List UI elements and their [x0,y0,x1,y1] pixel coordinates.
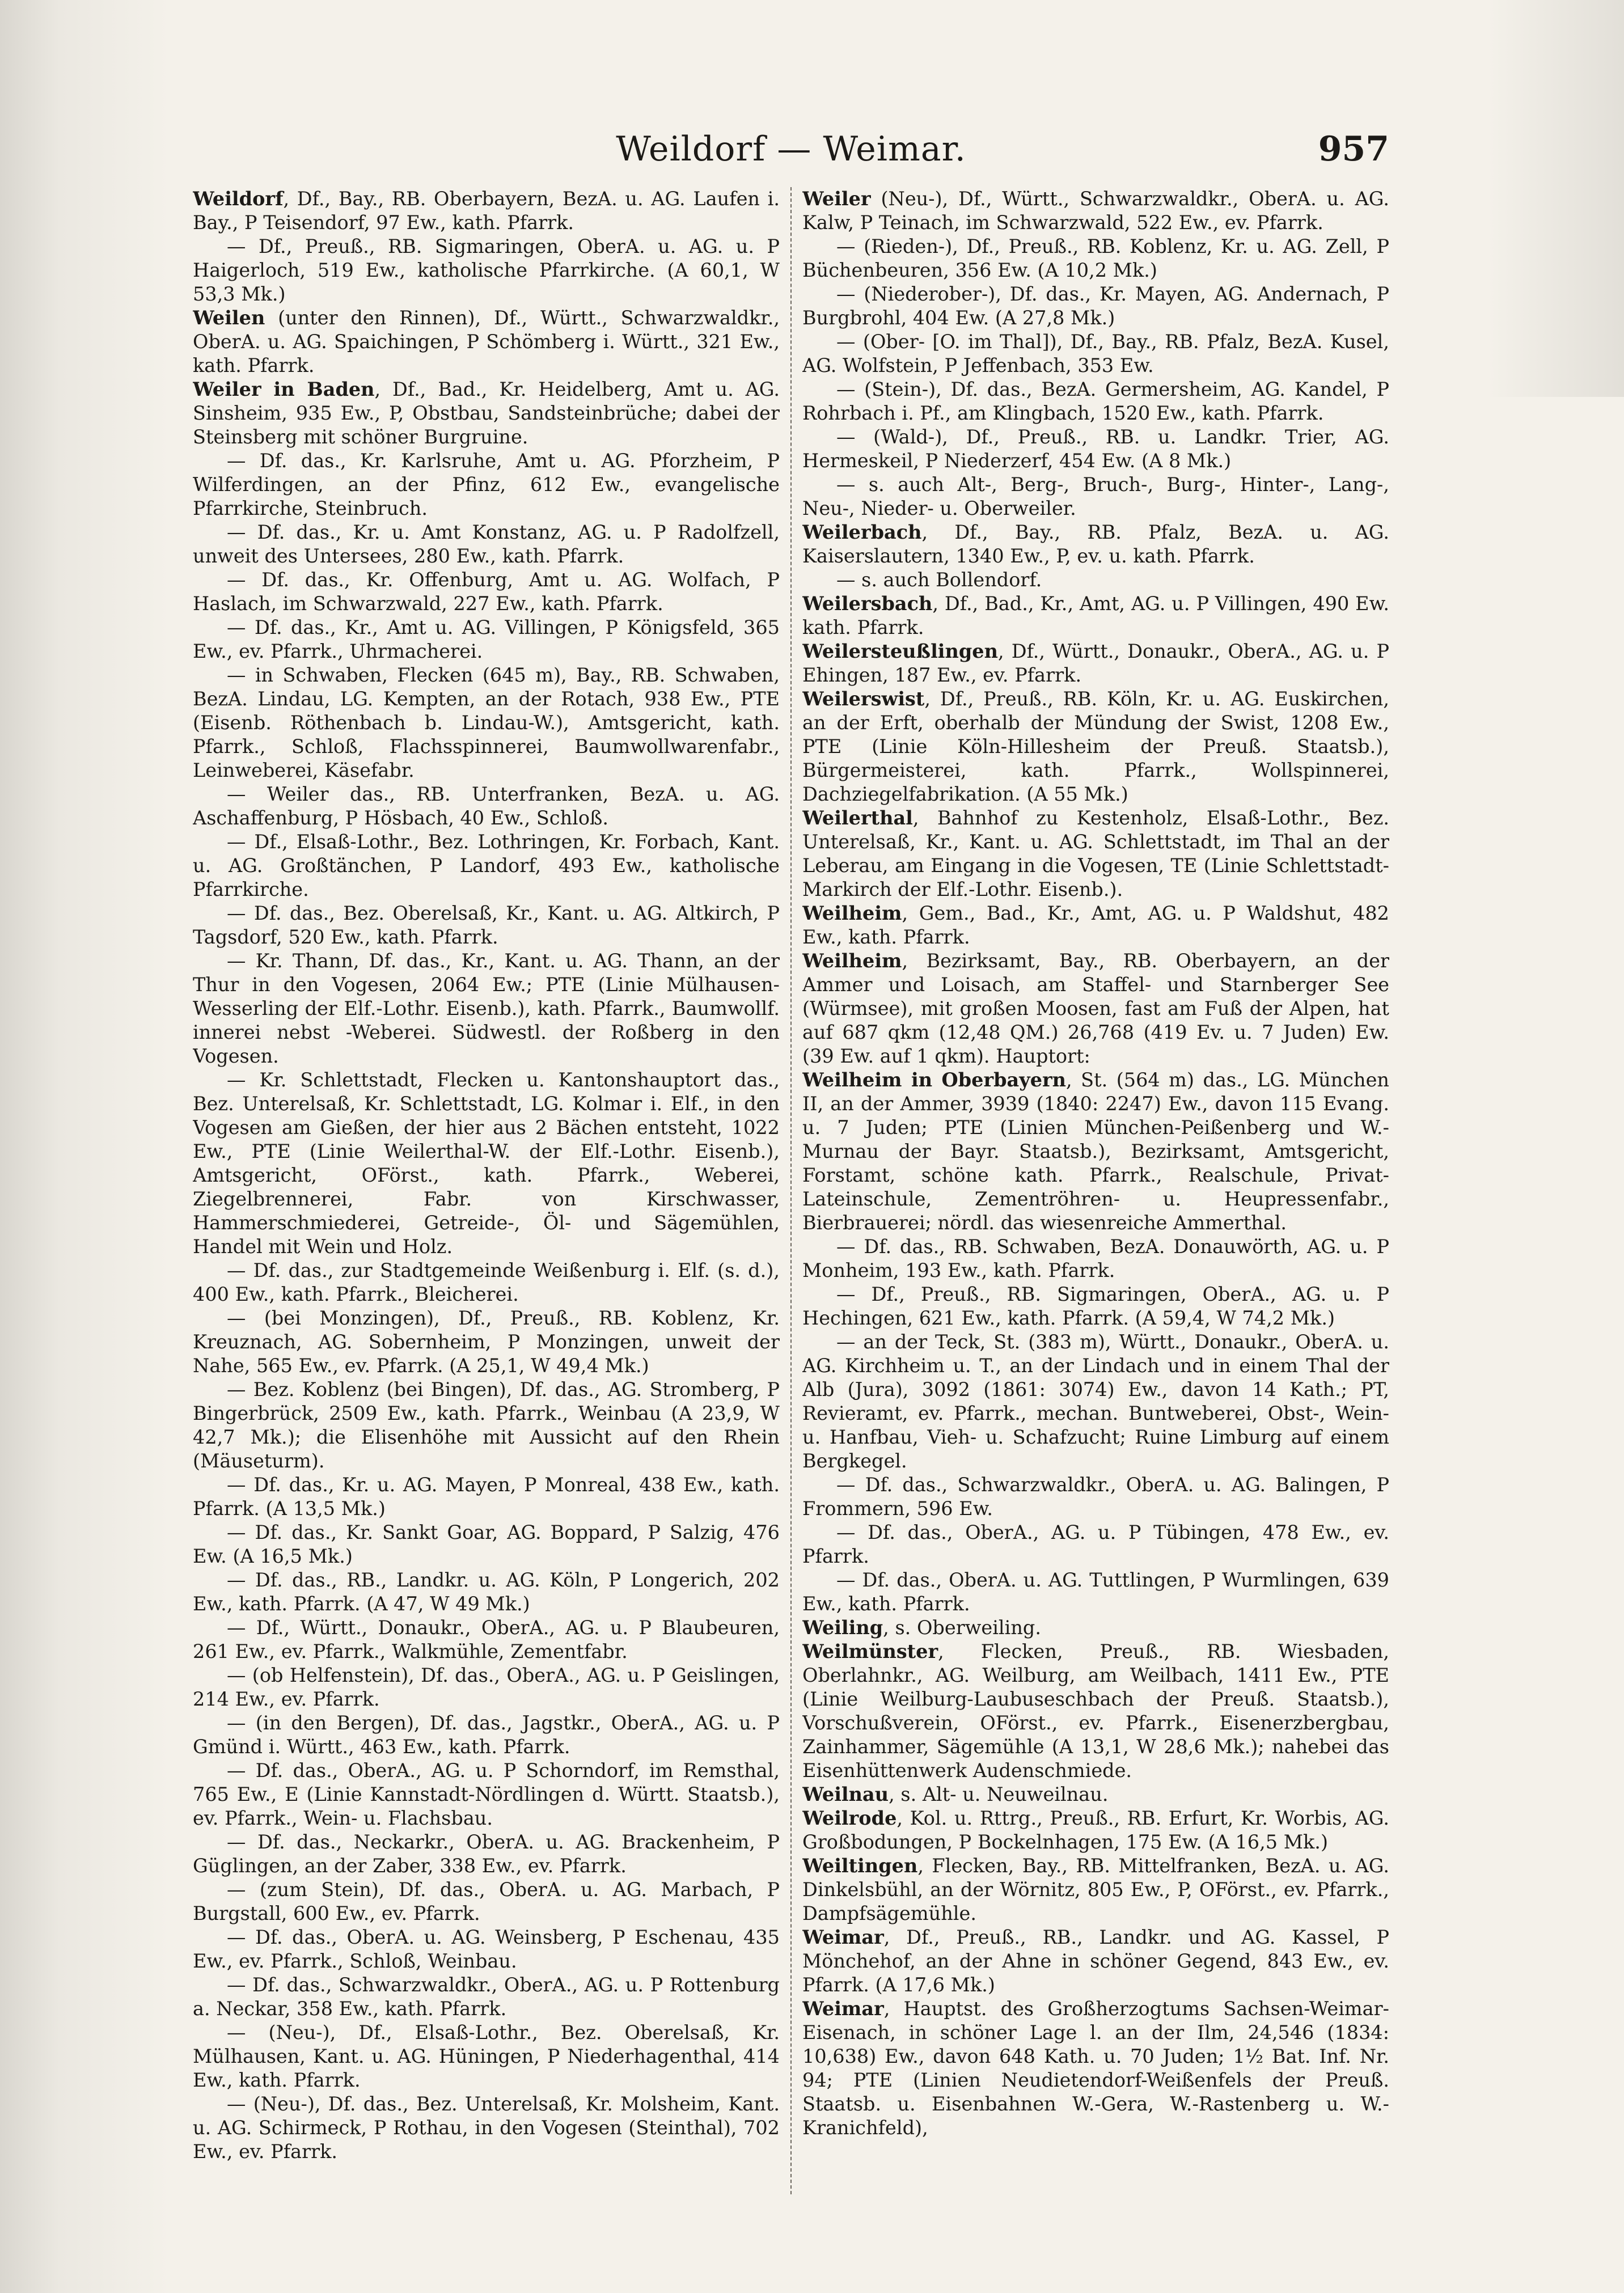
entry-text: — (zum Stein), Df. das., OberA. u. AG. Marbach, P Burgstall, 600 Ew., ev. Pfarrk. [193,1879,780,1924]
dictionary-entry [802,1521,1389,1568]
dictionary-entry [193,1616,780,1664]
entry-headword: Weilrode [802,1807,897,1829]
entry-text: , Flecken, Bay., RB. Mittelfranken, BezA. u. AG. Dinkelsbühl, an der Wörnitz, 805 Ew., P, OFörst., ev. Pfarrk., Dampfsägemühle. [802,1855,1389,1924]
dictionary-entry [193,1926,780,1973]
entry-headword: Weiltingen [802,1855,918,1877]
entry-text: , s. Oberweiling. [883,1617,1042,1639]
entry-text: — Df., Preuß., RB. Sigmaringen, OberA., AG. u. P Hechingen, 621 Ew., kath. Pfarrk. (A 59,4, W 74,2 Mk.) [802,1283,1389,1329]
dictionary-entry [193,902,780,949]
entry-headword: Weiling [802,1617,883,1639]
entry-text: , Hauptst. des Großherzogtums Sachsen-Weimar-Eisenach, in schöner Lage l. an der Ilm, 24,546 (1834: 10,638) Ew., davon 648 Kath. u. 70 Juden; 1½ Bat. Inf. Nr. 94; PTE (Linien Neudietendorf-Weißenfels der Preuß. Staatsb. u. Eisenbahnen W.-Gera, W.-Rastenberg u. W.-Kranichfeld), [802,1998,1389,2139]
dictionary-entry [193,1759,780,1830]
entry-headword: Weilmünster [802,1640,938,1662]
entry-text: — Df. das., Neckarkr., OberA. u. AG. Brackenheim, P Güglingen, an der Zaber, 338 Ew., ev. Pfarrk. [193,1831,780,1877]
dictionary-entry [193,1306,780,1378]
entry-text: , Df., Bay., RB. Oberbayern, BezA. u. AG. Laufen i. Bay., P Teisendorf, 97 Ew., kath. Pfarrk. [193,188,780,234]
dictionary-entry [193,568,780,616]
entry-text: , Bezirksamt, Bay., RB. Oberbayern, an der Ammer und Loisach, am Staffel- und Starnberger See (Würmsee), mit großen Moosen, fast am Fuß der Alpen, hat auf 687 qkm (12,48 QM.) 26,768 (419 Ev. u. 7 Juden) Ew. (39 Ew. auf 1 qkm). Hauptort: [802,950,1389,1067]
dictionary-entry [802,1616,1389,1640]
entry-headword: Weiler [802,188,871,210]
dictionary-entry [802,1330,1389,1473]
dictionary-entry [193,1664,780,1711]
entry-text: — Df. das., RB. Schwaben, BezA. Donauwörth, AG. u. P Monheim, 193 Ew., kath. Pfarrk. [802,1236,1389,1281]
entry-text: , Df., Württ., Donaukr., OberA., AG. u. P Ehingen, 187 Ew., ev. Pfarrk. [802,640,1389,686]
entry-text: — (Wald-), Df., Preuß., RB. u. Landkr. Trier, AG. Hermeskeil, P Niederzerf, 454 Ew. (A 8 Mk.) [802,426,1389,472]
entry-headword: Weilersbach [802,593,933,615]
entry-text: — Df. das., Kr. u. Amt Konstanz, AG. u. P Radolfzell, unweit des Untersees, 280 Ew., kath. Pfarrk. [193,521,780,567]
dictionary-entry [802,1783,1389,1807]
left-column [193,187,780,2228]
entry-text: — Df. das., Kr. Karlsruhe, Amt u. AG. Pforzheim, P Wilferdingen, an der Pfinz, 612 Ew., evangelische Pfarrkirche, Steinbruch. [193,450,780,519]
entry-text: , s. Alt- u. Neuweilnau. [889,1783,1109,1805]
entry-headword: Weimar [802,1926,884,1948]
entry-headword: Weilersteußlingen [802,640,998,662]
dictionary-entry [802,1283,1389,1330]
entry-headword: Weilen [193,307,265,329]
dictionary-entry [193,949,780,1068]
entry-text: — (Ober- [O. im Thal]), Df., Bay., RB. Pfalz, BezA. Kusel, AG. Wolfstein, P Jeffenbach, 353 Ew. [802,331,1389,376]
entry-text: — (Neu-), Df., Elsaß-Lothr., Bez. Oberelsaß, Kr. Mülhausen, Kant. u. AG. Hüningen, P Niederhagenthal, 414 Ew., kath. Pfarrk. [193,2021,780,2091]
dictionary-entry [193,378,780,449]
dictionary-entry [193,663,780,782]
entry-text: — Df. das., Schwarzwaldkr., OberA. u. AG. Balingen, P Frommern, 596 Ew. [802,1474,1389,1520]
dictionary-entry [193,616,780,663]
dictionary-entry [802,1854,1389,1926]
dictionary-entry [802,1640,1389,1783]
entry-text: — Kr. Thann, Df. das., Kr., Kant. u. AG. Thann, an der Thur in den Vogesen, 2064 Ew.; PTE (Linie Mülhausen-Wesserling der Elf.-Lothr. Eisenb.), kath. Pfarrk., Baumwollf. innerei nebst -Weberei. Südwestl. der Roßberg in den Vogesen. [193,950,780,1067]
dictionary-entry [193,235,780,306]
entry-text: (unter den Rinnen), Df., Württ., Schwarzwaldkr., OberA. u. AG. Spaichingen, P Schömberg i. Württ., 321 Ew., kath. Pfarrk. [193,307,780,376]
dictionary-entry [802,1926,1389,1997]
dictionary-entry [802,235,1389,282]
dictionary-entry [802,1068,1389,1235]
dictionary-entry [193,1973,780,2021]
dictionary-entry [802,640,1389,687]
dictionary-entry [802,902,1389,949]
dictionary-entry [802,1235,1389,1283]
entry-text: — (in den Bergen), Df. das., Jagstkr., OberA., AG. u. P Gmünd i. Württ., 463 Ew., kath. Pfarrk. [193,1712,780,1758]
entry-text: , Kol. u. Rttrg., Preuß., RB. Erfurt, Kr. Worbis, AG. Großbodungen, P Bockelnhagen, 175 Ew. (A 16,5 Mk.) [802,1807,1389,1853]
entry-text: — Df. das., Kr., Amt u. AG. Villingen, P Königsfeld, 365 Ew., ev. Pfarrk., Uhrmacherei. [193,616,780,662]
entry-text: — Df. das., OberA. u. AG. Weinsberg, P Eschenau, 435 Ew., ev. Pfarrk., Schloß, Weinbau. [193,1926,780,1972]
entry-text: — (Neu-), Df. das., Bez. Unterelsaß, Kr. Molsheim, Kant. u. AG. Schirmeck, P Rothau, in den Vogesen (Steinthal), 702 Ew., ev. Pfarrk. [193,2093,780,2163]
dictionary-entry [193,1068,780,1259]
text-columns [193,187,1389,2228]
entry-text: — Df. das., RB., Landkr. u. AG. Köln, P Longerich, 202 Ew., kath. Pfarrk. (A 47, W 49 Mk.) [193,1569,780,1615]
entry-text: — Df. das., Kr. Sankt Goar, AG. Boppard, P Salzig, 476 Ew. (A 16,5 Mk.) [193,1521,780,1567]
dictionary-entry [802,806,1389,902]
entry-text: , Df., Bad., Kr. Heidelberg, Amt u. AG. Sinsheim, 935 Ew., P, Obstbau, Sandsteinbrüche; dabei der Steinsberg mit schöner Burgruine. [193,378,780,448]
dictionary-entry [193,2092,780,2164]
entry-headword: Weiler in Baden [193,378,375,400]
entry-text: , Gem., Bad., Kr., Amt, AG. u. P Waldshut, 482 Ew., kath. Pfarrk. [802,902,1389,948]
entry-text: — Weiler das., RB. Unterfranken, BezA. u. AG. Aschaffenburg, P Hösbach, 40 Ew., Schloß. [193,783,780,829]
entry-text: — in Schwaben, Flecken (645 m), Bay., RB. Schwaben, BezA. Lindau, LG. Kempten, an der Rotach, 938 Ew., PTE (Eisenb. Röthenbach b. Lindau-W.), Amtsgericht, kath. Pfarrk., Schloß, Flachsspinnerei, Baumwollwarenfabr., Leinweberei, Käsefabr. [193,664,780,781]
entry-text: , Df., Bad., Kr., Amt, AG. u. P Villingen, 490 Ew. kath. Pfarrk. [802,593,1389,638]
entry-text: — Df., Preuß., RB. Sigmaringen, OberA. u. AG. u. P Haigerloch, 519 Ew., katholische Pfarrkirche. (A 60,1, W 53,3 Mk.) [193,235,780,305]
dictionary-entry [802,187,1389,235]
dictionary-entry [802,521,1389,568]
scan-shadow-left [0,0,170,2293]
dictionary-entry [193,1378,780,1473]
entry-text: — Df. das., Schwarzwaldkr., OberA., AG. u. P Rottenburg a. Neckar, 358 Ew., kath. Pfarrk. [193,1974,780,2020]
entry-text: — Df., Elsaß-Lothr., Bez. Lothringen, Kr. Forbach, Kant. u. AG. Großtänchen, P Landorf, 493 Ew., katholische Pfarrkirche. [193,831,780,900]
dictionary-entry [193,1473,780,1521]
entry-text: — Df. das., OberA., AG. u. P Schorndorf, im Remsthal, 765 Ew., E (Linie Kannstadt-Nördlingen d. Württ. Staatsb.), ev. Pfarrk., Wein- u. Flachsbau. [193,1759,780,1829]
entry-headword: Weimar [802,1998,884,2020]
dictionary-entry [193,521,780,568]
dictionary-entry [802,282,1389,330]
dictionary-entry [193,1711,780,1759]
entry-text: — (Rieden-), Df., Preuß., RB. Koblenz, Kr. u. AG. Zell, P Büchenbeuren, 356 Ew. (A 10,2 Mk.) [802,235,1389,281]
dictionary-entry [193,306,780,378]
entry-text: — Df. das., Kr. Offenburg, Amt u. AG. Wolfach, P Haslach, im Schwarzwald, 227 Ew., kath. Pfarrk. [193,569,780,615]
dictionary-entry [802,949,1389,1068]
entry-text: , Flecken, Preuß., RB. Wiesbaden, Oberlahnkr., AG. Weilburg, am Weilbach, 1411 Ew., PTE (Linie Weilburg-Laubuseschbach der Preuß. Staatsb.), Vorschußverein, OFörst., ev. Pfarrk., Eisenerzbergbau, Zainhammer, Sägemühle (A 13,1, W 28,6 Mk.); nahebei das Eisenhüttenwerk Audenschmiede. [802,1640,1389,1782]
entry-text: , St. (564 m) das., LG. München II, an der Ammer, 3939 (1840: 2247) Ew., davon 115 Evang. u. 7 Juden; PTE (Linien München-Peißenberg und W.-Murnau der Bayr. Staatsb.), Bezirksamt, Amtsgericht, Forstamt, schöne kath. Pfarrk., Realschule, Privat-Lateinschule, Zementröhren- u. Heupressenfabr., Bierbrauerei; nördl. das wiesenreiche Ammerthal. [802,1069,1389,1234]
entry-headword: Weilerbach [802,521,922,543]
page-number: 957 [1318,129,1389,169]
right-column [802,187,1389,2228]
entry-headword: Weildorf [193,188,284,210]
dictionary-entry [193,1830,780,1878]
entry-text: — Bez. Koblenz (bei Bingen), Df. das., AG. Stromberg, P Bingerbrück, 2509 Ew., kath. Pfarrk., Weinbau (A 23,9, W 42,7 Mk.); die Elisenhöhe mit Aussicht auf den Rhein (Mäuseturm). [193,1378,780,1472]
dictionary-entry [802,687,1389,806]
dictionary-entry [802,1568,1389,1616]
dictionary-entry [193,1259,780,1306]
dictionary-entry [802,592,1389,640]
dictionary-entry [193,187,780,235]
dictionary-entry [193,449,780,521]
entry-text: — s. auch Bollendorf. [836,569,1042,591]
entry-headword: Weilheim in Oberbayern [802,1069,1067,1091]
dictionary-entry [193,830,780,902]
page-header [193,129,1389,180]
entry-headword: Weilheim [802,950,902,972]
scan-shadow-right [1488,0,1624,397]
entry-text: — Df. das., OberA., AG. u. P Tübingen, 478 Ew., ev. Pfarrk. [802,1521,1389,1567]
entry-headword: Weilerthal [802,807,913,829]
entry-headword: Weilheim [802,902,902,924]
entry-text: — (Niederober-), Df. das., Kr. Mayen, AG. Andernach, P Burgbrohl, 404 Ew. (A 27,8 Mk.) [802,283,1389,329]
entry-headword: Weilerswist [802,688,925,710]
dictionary-entry [802,473,1389,521]
running-head: Weildorf — Weimar. [616,129,966,169]
dictionary-entry [193,782,780,830]
entry-text: , Df., Bay., RB. Pfalz, BezA. u. AG. Kaiserslautern, 1340 Ew., P, ev. u. kath. Pfarrk. [802,521,1389,567]
entry-text: — (bei Monzingen), Df., Preuß., RB. Koblenz, Kr. Kreuznach, AG. Sobernheim, P Monzingen, unweit der Nahe, 565 Ew., ev. Pfarrk. (A 25,1, W 49,4 Mk.) [193,1307,780,1377]
dictionary-entry [802,1807,1389,1854]
dictionary-entry [802,568,1389,592]
dictionary-entry [802,1473,1389,1521]
dictionary-entry [802,330,1389,378]
entry-text: — (ob Helfenstein), Df. das., OberA., AG. u. P Geislingen, 214 Ew., ev. Pfarrk. [193,1664,780,1710]
entry-text: — s. auch Alt-, Berg-, Bruch-, Burg-, Hinter-, Lang-, Neu-, Nieder- u. Oberweiler. [802,473,1389,519]
entry-text: — Kr. Schlettstadt, Flecken u. Kantonshauptort das., Bez. Unterelsaß, Kr. Schlettstadt, LG. Kolmar i. Elf., in den Vogesen am Gießen, der hier aus 2 Bächen entsteht, 1022 Ew., PTE (Linie Weilerthal-W. der Elf.-Lothr. Eisenb.), Amtsgericht, OFörst., kath. Pfarrk., Weberei, Ziegelbrennerei, Fabr. von Kirschwasser, Hammerschmiederei, Getreide-, Öl- und Sägemühlen, Handel mit Wein und Holz. [193,1069,780,1258]
dictionary-entry [193,1878,780,1926]
dictionary-entry [193,1568,780,1616]
entry-text: — Df. das., Bez. Oberelsaß, Kr., Kant. u. AG. Altkirch, P Tagsdorf, 520 Ew., kath. Pfarrk. [193,902,780,948]
entry-text: — (Stein-), Df. das., BezA. Germersheim, AG. Kandel, P Rohrbach i. Pf., am Klingbach, 1520 Ew., kath. Pfarrk. [802,378,1389,424]
dictionary-entry [802,1997,1389,2140]
dictionary-entry [802,425,1389,473]
dictionary-entry [193,2021,780,2092]
entry-text: — Df. das., Kr. u. AG. Mayen, P Monreal, 438 Ew., kath. Pfarrk. (A 13,5 Mk.) [193,1474,780,1520]
entry-text: (Neu-), Df., Württ., Schwarzwaldkr., OberA. u. AG. Kalw, P Teinach, im Schwarzwald, 522 Ew., ev. Pfarrk. [802,188,1389,234]
entry-text: — an der Teck, St. (383 m), Württ., Donaukr., OberA. u. AG. Kirchheim u. T., an der Lindach und in einem Thal der Alb (Jura), 3092 (1861: 3074) Ew., davon 14 Kath.; PT, Revieramt, ev. Pfarrk., mechan. Buntweberei, Obst-, Wein- u. Hanfbau, Vieh- u. Schafzucht; Ruine Limburg auf einem Bergkegel. [802,1331,1389,1472]
entry-text: , Df., Preuß., RB. Köln, Kr. u. AG. Euskirchen, an der Erft, oberhalb der Mündung der Swist, 1208 Ew., PTE (Linie Köln-Hillesheim der Preuß. Staatsb.), Bürgermeisterei, kath. Pfarrk., Wollspinnerei, Dachziegelfabrikation. (A 55 Mk.) [802,688,1389,805]
entry-text: — Df., Württ., Donaukr., OberA., AG. u. P Blaubeuren, 261 Ew., ev. Pfarrk., Walkmühle, Zementfabr. [193,1617,780,1662]
entry-headword: Weilnau [802,1783,889,1805]
dictionary-entry [802,378,1389,425]
entry-text: , Bahnhof zu Kestenholz, Elsaß-Lothr., Bez. Unterelsaß, Kr., Kant. u. AG. Schlettstadt, im Thal an der Leberau, am Eingang in die Vogesen, TE (Linie Schlettstadt-Markirch der Elf.-Lothr. Eisenb.). [802,807,1389,900]
dictionary-entry [193,1521,780,1568]
entry-text: — Df. das., OberA. u. AG. Tuttlingen, P Wurmlingen, 639 Ew., kath. Pfarrk. [802,1569,1389,1615]
entry-text: — Df. das., zur Stadtgemeinde Weißenburg i. Elf. (s. d.), 400 Ew., kath. Pfarrk., Bleicherei. [193,1259,780,1305]
entry-text: , Df., Preuß., RB., Landkr. und AG. Kassel, P Mönchehof, an der Ahne in schöner Gegend, 843 Ew., ev. Pfarrk. (A 17,6 Mk.) [802,1926,1389,1996]
